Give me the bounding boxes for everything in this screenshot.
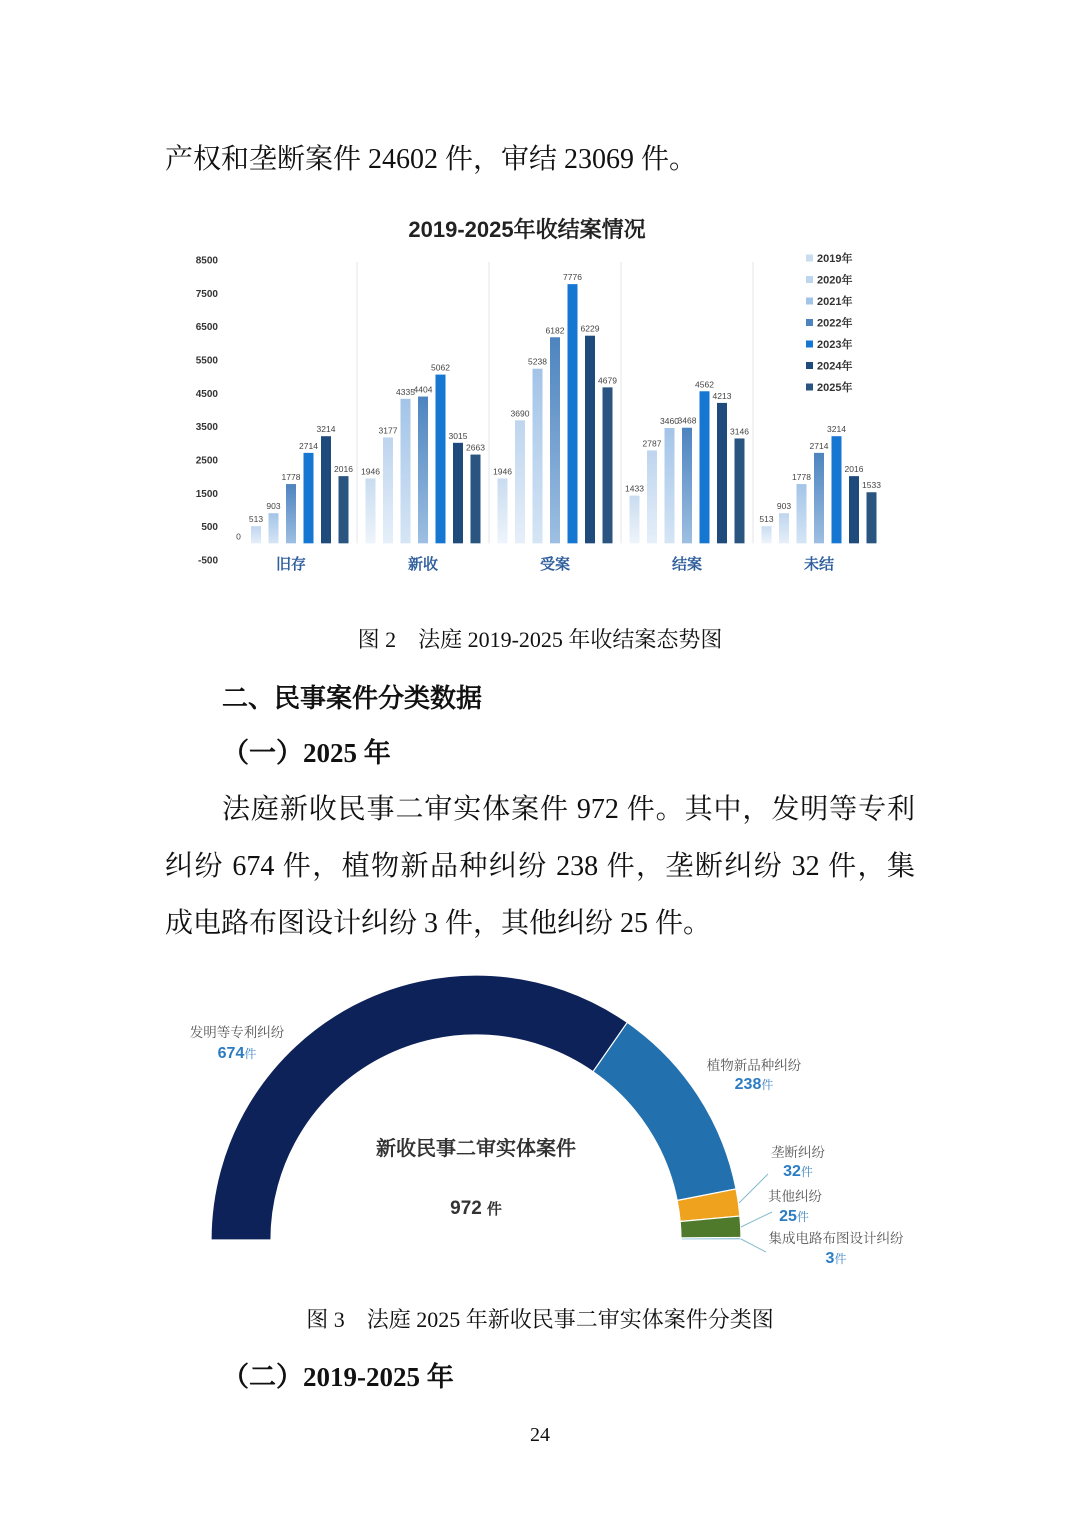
slice-label-ic-layout: 集成电路布图设计纠纷 [768, 1231, 904, 1246]
donut-slice-1 [593, 1022, 736, 1200]
bar-g1-s1 [383, 437, 393, 543]
legend-label: 2023年 [817, 339, 853, 351]
section-heading: 二、民事案件分类数据 [222, 683, 483, 713]
slice-value-monopoly [783, 1163, 813, 1180]
donut-slice-0 [211, 975, 627, 1240]
category-label: 受案 [539, 556, 571, 573]
slice-value-number: 674 [217, 1045, 245, 1062]
legend-swatch [806, 341, 813, 348]
category-label: 旧存 [275, 556, 307, 573]
x-axis-categories [276, 555, 834, 573]
legend-swatch [806, 276, 813, 283]
slice-label-patent: 发明等专利纠纷 [189, 1025, 285, 1040]
donut-total-value: 972 [450, 1198, 482, 1219]
subsection-heading-range: （二）2019-2025 年 [222, 1362, 454, 1392]
bar-value-label: 2787 [642, 438, 662, 449]
bar-chart-legend [806, 251, 852, 394]
bar-g0-s5 [321, 436, 331, 543]
bar-g0-s3 [286, 484, 296, 543]
donut-total-unit: 件 [486, 1201, 502, 1218]
bar-chart-title: 2019-2025年收结案情况 [408, 217, 646, 242]
donut-slice-4 [681, 1237, 741, 1240]
bar-g1-s0 [366, 478, 376, 543]
bar-value-label: 2016 [334, 464, 353, 475]
category-label: 未结 [803, 556, 835, 573]
paragraph-line: 法庭新收民事二审实体案件 972 件。其中，发明等专利 [222, 794, 915, 825]
bar-g1-s3 [418, 397, 428, 544]
bar-g3-s4 [700, 391, 710, 543]
bar-value-label: 1778 [792, 472, 811, 483]
bar-value-label: 1533 [862, 480, 881, 491]
bar-value-label: 3468 [677, 415, 697, 426]
legend-label: 2021年 [817, 296, 853, 308]
bar-value-label: 3177 [378, 425, 398, 436]
bar-g2-s0 [498, 478, 508, 543]
bar-value-label: 6229 [580, 323, 600, 334]
bar-g2-s1 [515, 420, 525, 543]
bar-g3-s1 [647, 450, 657, 543]
legend-label: 2019年 [817, 253, 853, 265]
slice-value-number: 32 [783, 1163, 801, 1180]
bar-value-label: 6182 [545, 325, 565, 336]
donut-center-total [450, 1198, 502, 1219]
bar-value-label: 4404 [413, 384, 433, 395]
bar-value-label: 3690 [510, 408, 530, 419]
legend-label: 2025年 [817, 382, 853, 394]
bar-value-label: 2663 [466, 442, 485, 453]
bar-value-label: 3146 [730, 426, 749, 437]
bar-g3-s6 [735, 438, 745, 543]
bar-g3-s3 [682, 428, 692, 544]
bar-value-label: 5062 [431, 362, 450, 373]
paragraph-line: 成电路布图设计纠纷 3 件，其他纠纷 25 件。 [165, 908, 712, 939]
bar-g4-s2 [797, 484, 807, 543]
bar-value-label: 4562 [695, 379, 714, 390]
y-tick-label: 2500 [195, 455, 218, 467]
y-tick-label: 500 [201, 522, 218, 534]
bar-value-label: 0 [236, 531, 241, 542]
bar-value-label: 1946 [361, 466, 380, 477]
bar-g4-s6 [867, 492, 877, 543]
bar-value-label: 3015 [448, 430, 468, 441]
bar-g4-s0 [762, 526, 772, 543]
bar-g3-s0 [630, 496, 640, 544]
bar-value-label: 1433 [625, 483, 644, 494]
y-tick-label: 5500 [195, 355, 218, 367]
donut-center-title: 新收民事二审实体案件 [376, 1138, 576, 1160]
slice-value-patent [218, 1045, 257, 1062]
bar-g2-s5 [585, 336, 595, 544]
bar-value-label: 513 [248, 514, 264, 525]
bar-g2-s2 [533, 369, 543, 544]
paragraph-line: 纠纷 674 件，植物新品种纠纷 238 件，垄断纠纷 32 件，集 [165, 851, 915, 882]
intro-line: 产权和垄断案件 24602 件，审结 23069 件。 [165, 144, 698, 175]
slice-label-other: 其他纠纷 [768, 1189, 822, 1204]
bar-value-label: 4213 [712, 390, 732, 401]
slice-value-unit: 件 [761, 1078, 774, 1092]
bar-g2-s3 [550, 337, 560, 543]
bar-g2-s4 [568, 284, 578, 543]
legend-swatch [806, 384, 813, 391]
y-tick-label: 3500 [195, 422, 218, 434]
bar-g0-s1 [251, 526, 261, 543]
bar-g1-s4 [436, 375, 446, 544]
leader-line-other [741, 1212, 772, 1227]
slice-label-monopoly: 垄断纠纷 [771, 1145, 825, 1160]
bar-value-label: 903 [266, 501, 281, 512]
bar-g2-s6 [603, 387, 613, 543]
category-label: 新收 [407, 556, 439, 573]
bar-value-label: 2714 [299, 440, 318, 451]
legend-label: 2022年 [817, 317, 853, 330]
bar-g4-s3 [814, 453, 824, 543]
bar-g3-s5 [717, 403, 727, 543]
bar-g0-s4 [304, 453, 314, 543]
slice-value-unit: 件 [834, 1252, 847, 1266]
bar-value-label: 4679 [598, 375, 617, 386]
bar-value-label: 4335 [396, 386, 415, 397]
bar-g1-s2 [401, 399, 411, 544]
legend-label: 2020年 [817, 274, 853, 287]
y-axis-ticks [196, 256, 219, 567]
figure-3-caption: 图 3 法庭 2025 年新收民事二审实体案件分类图 [306, 1307, 774, 1332]
bar-chart [180, 205, 910, 585]
bar-value-label: 5238 [528, 356, 547, 367]
bar-value-label: 3214 [827, 424, 846, 435]
donut-chart [180, 960, 920, 1270]
page-number: 24 [530, 1424, 550, 1446]
slice-value-other [779, 1208, 809, 1225]
bar-g0-s2 [269, 513, 279, 543]
bar-g4-s4 [832, 436, 842, 543]
legend-swatch [806, 319, 813, 326]
bar-value-label: 903 [776, 501, 792, 512]
leader-line-ic-layout [741, 1239, 766, 1252]
bar-g1-s5 [453, 443, 463, 544]
legend-label: 2024年 [817, 360, 853, 373]
slice-value-unit: 件 [244, 1047, 257, 1061]
bar-value-label: 1778 [281, 472, 301, 483]
bar-g3-s2 [665, 428, 675, 543]
legend-swatch [806, 255, 813, 262]
leader-lines [739, 1174, 772, 1252]
bar-value-label: 2016 [844, 464, 864, 475]
slice-value-unit: 件 [800, 1165, 813, 1179]
bar-g1-s6 [471, 455, 481, 544]
subsection-heading-2025: （一）2025 年 [222, 738, 391, 768]
category-label: 结案 [671, 556, 703, 573]
y-tick-label: 8500 [195, 255, 218, 267]
slice-value-number: 238 [734, 1076, 762, 1093]
legend-swatch [806, 298, 813, 305]
bar-g4-s5 [849, 476, 859, 543]
y-tick-label: -500 [197, 555, 218, 567]
slice-value-number: 25 [779, 1208, 797, 1225]
slice-value-ic-layout [826, 1250, 847, 1267]
bar-value-label: 7776 [563, 272, 582, 283]
figure-2-caption: 图 2 法庭 2019-2025 年收结案态势图 [357, 627, 723, 652]
slice-label-plant-variety: 植物新品种纠纷 [706, 1058, 802, 1073]
bar-g0-s6 [339, 476, 349, 543]
bar-value-label: 2714 [809, 440, 829, 451]
y-tick-label: 6500 [195, 322, 218, 334]
slice-value-number: 3 [825, 1250, 835, 1267]
legend-swatch [806, 362, 813, 369]
y-tick-label: 4500 [195, 388, 218, 400]
y-tick-label: 7500 [195, 288, 218, 300]
bar-value-label: 1946 [493, 466, 512, 477]
slice-value-unit: 件 [796, 1210, 809, 1224]
bar-g4-s1 [779, 513, 789, 543]
bar-value-label: 513 [759, 514, 774, 525]
slice-value-plant-variety [735, 1076, 774, 1093]
bar-value-label: 3214 [316, 424, 336, 435]
leader-line-monopoly [739, 1174, 768, 1203]
y-tick-label: 1500 [195, 488, 218, 500]
bar-value-label: 3460 [660, 416, 679, 426]
